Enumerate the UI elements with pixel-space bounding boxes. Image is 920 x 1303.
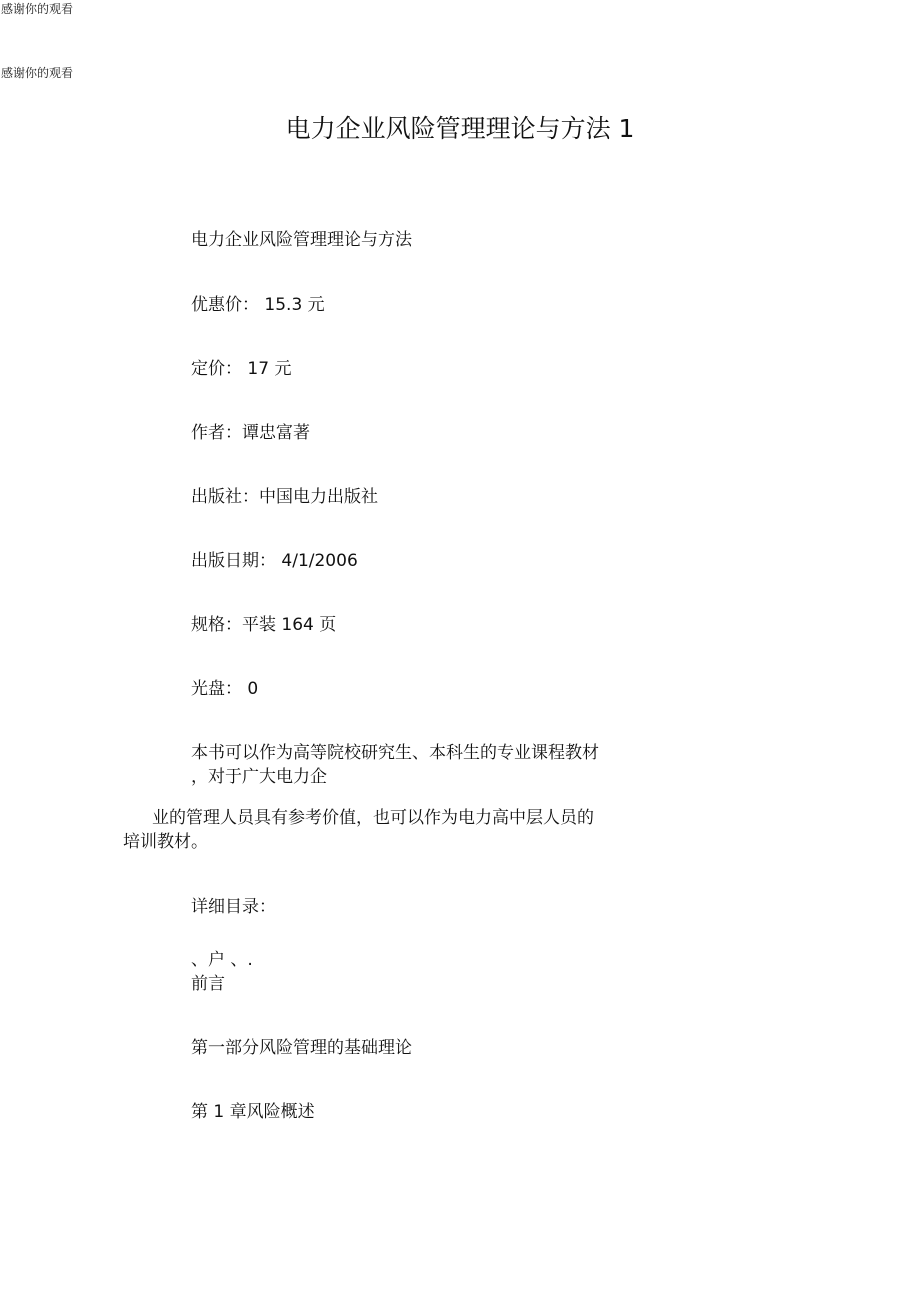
- author: 作者：谭忠富著: [191, 423, 310, 443]
- description-line: 本书可以作为高等院校研究生、本科生的专业课程教材: [191, 743, 599, 763]
- toc-chapter-1: 第 1 章风险概述: [191, 1102, 315, 1122]
- toc-noise: 、户 、.: [191, 950, 253, 970]
- description-line: 业的管理人员具有参考价值，也可以作为电力高中层人员的: [152, 808, 594, 828]
- description-line: ，对于广大电力企: [191, 767, 327, 787]
- header-watermark: 感谢你的观看: [1, 66, 74, 80]
- toc-part-1: 第一部分风险管理的基础理论: [191, 1038, 412, 1058]
- header-watermark: 感谢你的观看: [1, 2, 74, 16]
- discount-price: 优惠价： 15.3 元: [191, 295, 325, 315]
- toc-preface: 前言: [191, 974, 225, 994]
- description-line: 培训教材。: [123, 832, 208, 852]
- publisher: 出版社：中国电力出版社: [191, 487, 378, 507]
- toc-heading: 详细目录：: [191, 897, 276, 917]
- book-name: 电力企业风险管理理论与方法: [191, 230, 412, 250]
- disc-count: 光盘： 0: [191, 679, 259, 699]
- page-title: 电力企业风险管理理论与方法 1: [285, 114, 635, 143]
- publication-date: 出版日期： 4/1/2006: [191, 551, 358, 571]
- list-price: 定价： 17 元: [191, 359, 292, 379]
- specification: 规格：平装 164 页: [191, 615, 337, 635]
